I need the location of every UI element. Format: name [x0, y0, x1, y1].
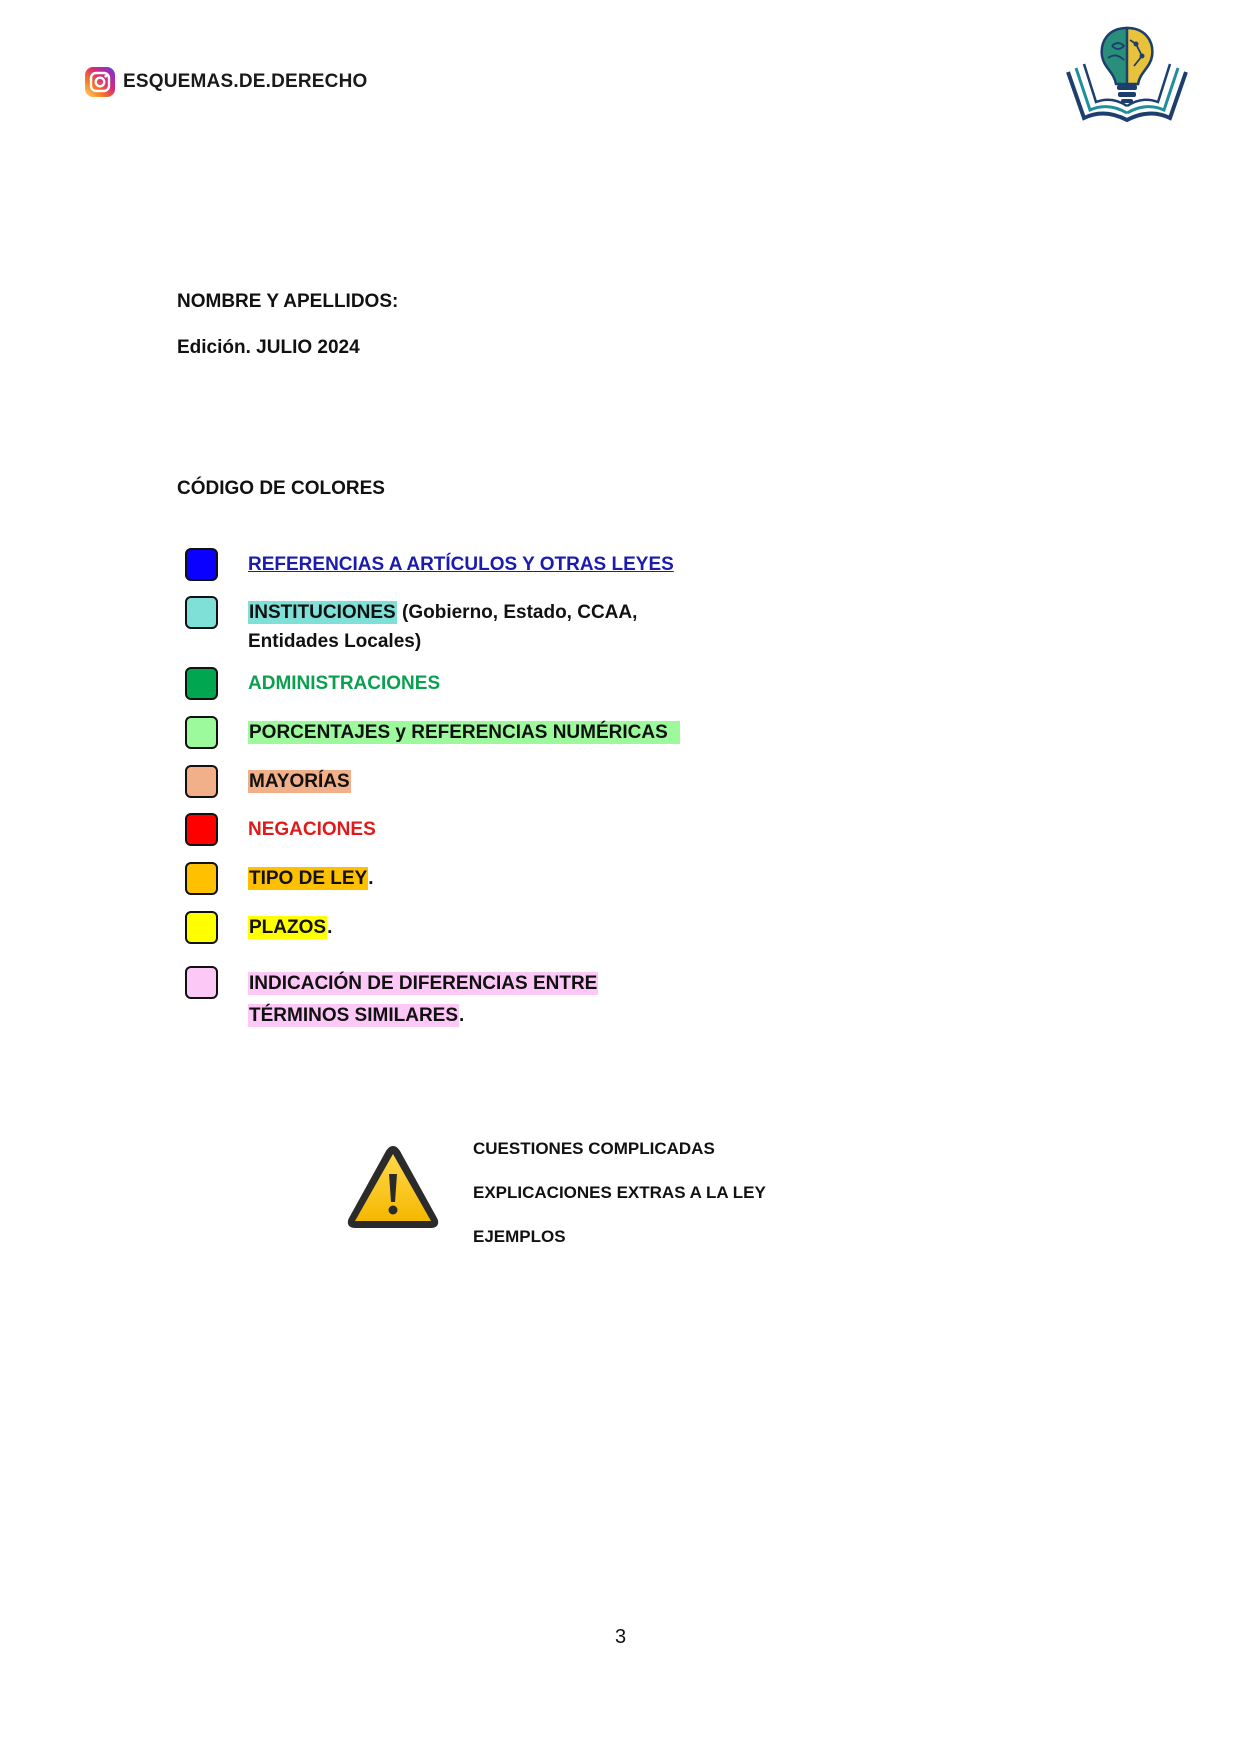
color-swatch	[185, 667, 218, 700]
legend-label: PORCENTAJES y REFERENCIAS NUMÉRICAS	[248, 721, 680, 744]
color-swatch	[185, 813, 218, 846]
legend-item-negations	[185, 813, 376, 846]
legend-label: PLAZOS	[249, 917, 327, 938]
legend-item-percentages	[185, 716, 680, 749]
warning-note-item: CUESTIONES COMPLICADAS	[473, 1139, 715, 1158]
legend-label: MAYORÍAS	[249, 771, 350, 792]
legend-item-references	[185, 548, 674, 581]
legend-label-line2: TÉRMINOS SIMILARES	[249, 1005, 459, 1026]
legend-label: NEGACIONES	[248, 819, 376, 840]
color-swatch	[185, 862, 218, 895]
legend-label-line2: Entidades Locales)	[248, 631, 422, 652]
color-swatch	[185, 596, 218, 629]
page-number: 3	[614, 1626, 627, 1648]
color-swatch	[185, 911, 218, 944]
name-field-label: NOMBRE Y APELLIDOS:	[177, 291, 399, 312]
warning-note-item: EJEMPLOS	[473, 1227, 566, 1246]
edition-label: Edición. JULIO 2024	[177, 337, 360, 358]
legend-item-majorities	[185, 765, 351, 798]
legend-item-differences	[185, 966, 598, 1032]
legend-item-law-type	[185, 862, 374, 895]
legend-label-extra: (Gobierno, Estado, CCAA,	[396, 602, 638, 623]
legend-label: INDICACIÓN DE DIFERENCIAS ENTRE	[249, 973, 598, 994]
legend-label: TIPO DE LEY	[249, 868, 368, 889]
legend-label: INSTITUCIONES	[249, 602, 396, 623]
legend-label-extra: .	[327, 917, 333, 938]
legend-label: ADMINISTRACIONES	[248, 673, 441, 694]
legend-item-institutions	[185, 596, 637, 656]
color-swatch	[185, 765, 218, 798]
instagram-icon	[84, 66, 116, 98]
legend-item-administrations	[185, 667, 440, 700]
warning-note-item: EXPLICACIONES EXTRAS A LA LEY	[473, 1183, 766, 1202]
lightbulb-book-logo	[1064, 22, 1190, 128]
color-legend-title: CÓDIGO DE COLORES	[177, 478, 385, 499]
legend-label: REFERENCIAS A ARTÍCULOS Y OTRAS LEYES	[248, 554, 674, 575]
brand-handle-text: ESQUEMAS.DE.DERECHO	[123, 71, 368, 92]
legend-item-deadlines	[185, 911, 332, 944]
color-swatch	[185, 716, 218, 749]
legend-label-extra: .	[368, 868, 374, 889]
brand-handle[interactable]	[84, 66, 368, 98]
warning-icon	[345, 1142, 441, 1232]
color-swatch	[185, 966, 218, 999]
color-swatch	[185, 548, 218, 581]
legend-label-extra: .	[459, 1005, 465, 1026]
